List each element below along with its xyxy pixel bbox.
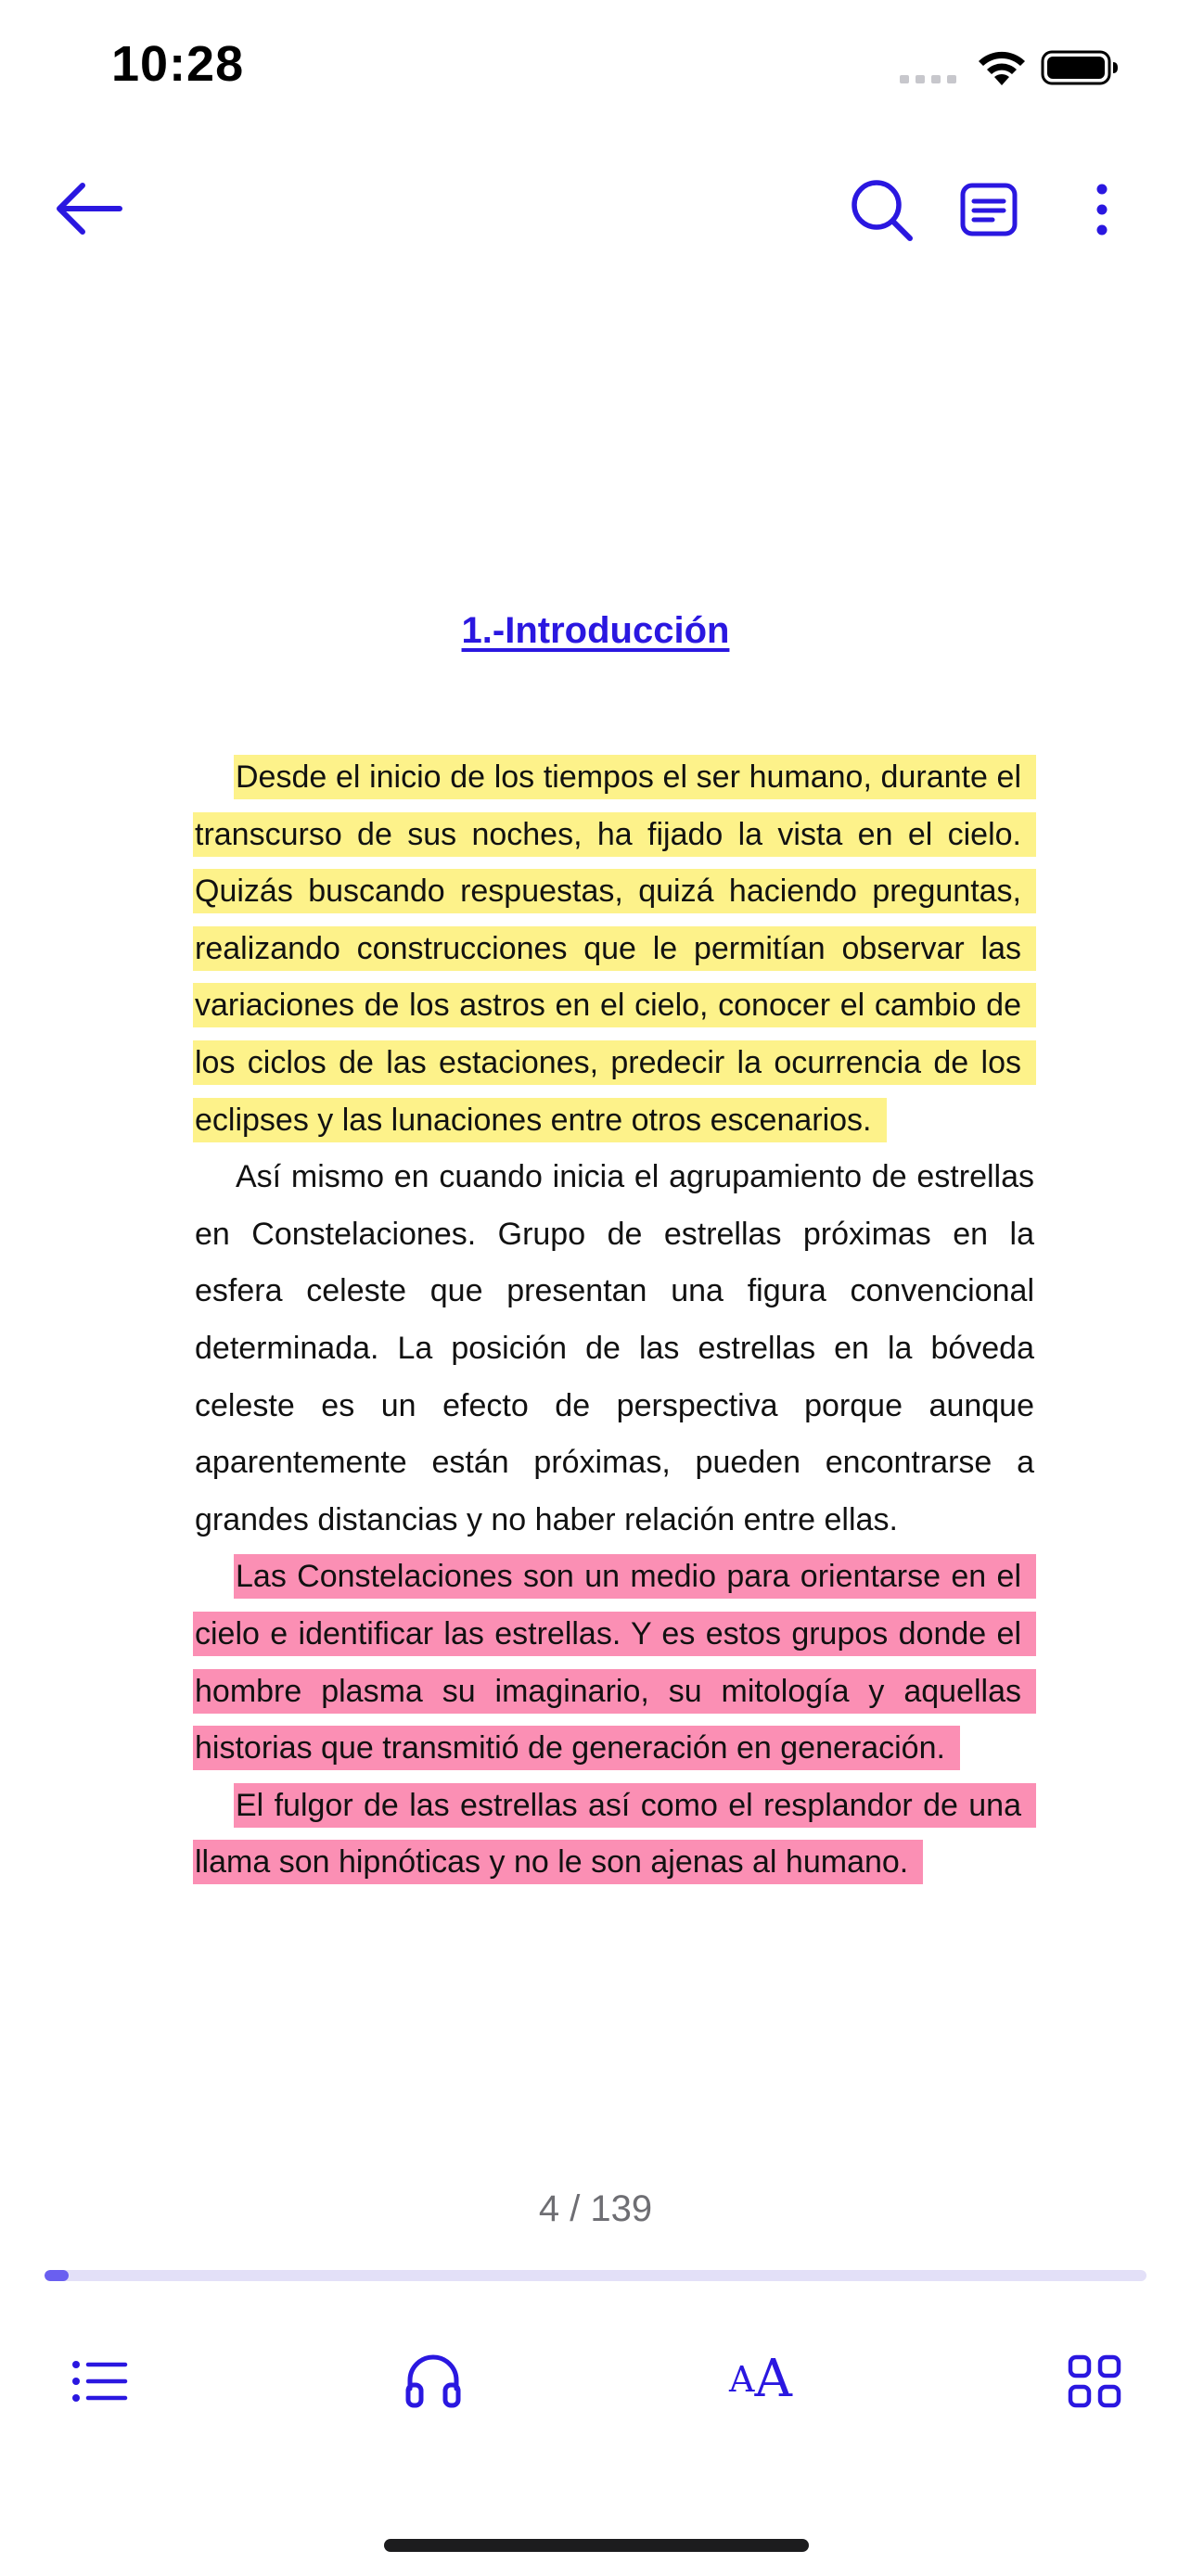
status-bar (0, 0, 1191, 139)
search-button[interactable] (844, 172, 918, 247)
search-icon (848, 176, 915, 243)
font-size-small-label: A (729, 2359, 755, 2400)
font-settings-button[interactable] (716, 2342, 805, 2417)
paragraph-text: Así mismo en cuando inicia el agrupamiento de estrellas en Constelaciones. Grupo de estrellas próximas en la esfera celeste que presentan una figura convencional determinada. La posición de las estrellas en la bóveda celeste es un efecto de perspectiva porque aunque aparentemente están próximas, pueden encontrarse a grandes distancias y no haber relación entre ellas. (195, 1159, 1034, 1537)
highlighted-text-pink[interactable]: El fulgor de las estrellas así como el resplandor de una llama son hipnóticas y no le son ajenas al humano. (195, 1785, 1034, 1883)
more-vertical-icon (1095, 182, 1109, 237)
apps-grid-button[interactable] (1057, 2344, 1132, 2418)
audio-button[interactable] (393, 2340, 473, 2420)
paragraph (195, 1549, 1034, 1777)
arrow-left-icon (51, 180, 125, 237)
more-options-button[interactable] (1076, 176, 1128, 243)
cellular-signal-icon (900, 72, 957, 85)
back-button[interactable] (46, 176, 130, 241)
notes-icon (959, 182, 1018, 237)
reading-progress-slider[interactable] (45, 2270, 1146, 2281)
book-text (195, 749, 1034, 1892)
home-indicator[interactable] (384, 2539, 809, 2552)
chapter-title[interactable]: 1.-Introducción (461, 610, 730, 651)
grid-icon (1068, 2354, 1121, 2408)
headphones-icon (404, 2352, 462, 2409)
table-of-contents-button[interactable] (65, 2346, 135, 2417)
notes-button[interactable] (955, 176, 1022, 243)
wifi-icon (976, 48, 1028, 87)
page-counter: 4 / 139 (538, 2188, 653, 2229)
battery-icon (1041, 48, 1119, 87)
font-size-large-label: A (754, 2349, 792, 2409)
paragraph (195, 1778, 1034, 1892)
progress-fill (45, 2270, 69, 2281)
highlighted-text-yellow[interactable]: Desde el inicio de los tiempos el ser humano, durante el transcurso de sus noches, ha fijado la vista en el cielo. Quizás buscando respuestas, quizá haciendo preguntas, realizando construcciones que le permitían observar las variaciones de los astros en el cielo, conocer el cambio de los ciclos de las estaciones, predecir la ocurrencia de los eclipses y las lunaciones entre otros escenarios. (195, 757, 1034, 1141)
paragraph (195, 1149, 1034, 1549)
list-icon (71, 2360, 129, 2403)
highlighted-text-pink[interactable]: Las Constelaciones son un medio para orientarse en el cielo e identificar las estrellas. Y es estos grupos donde el hombre plasma su imaginario, su mitología y aquellas historias que transmitió de generación en generación. (195, 1556, 1034, 1768)
status-time: 10:28 (111, 36, 245, 92)
paragraph (195, 749, 1034, 1149)
